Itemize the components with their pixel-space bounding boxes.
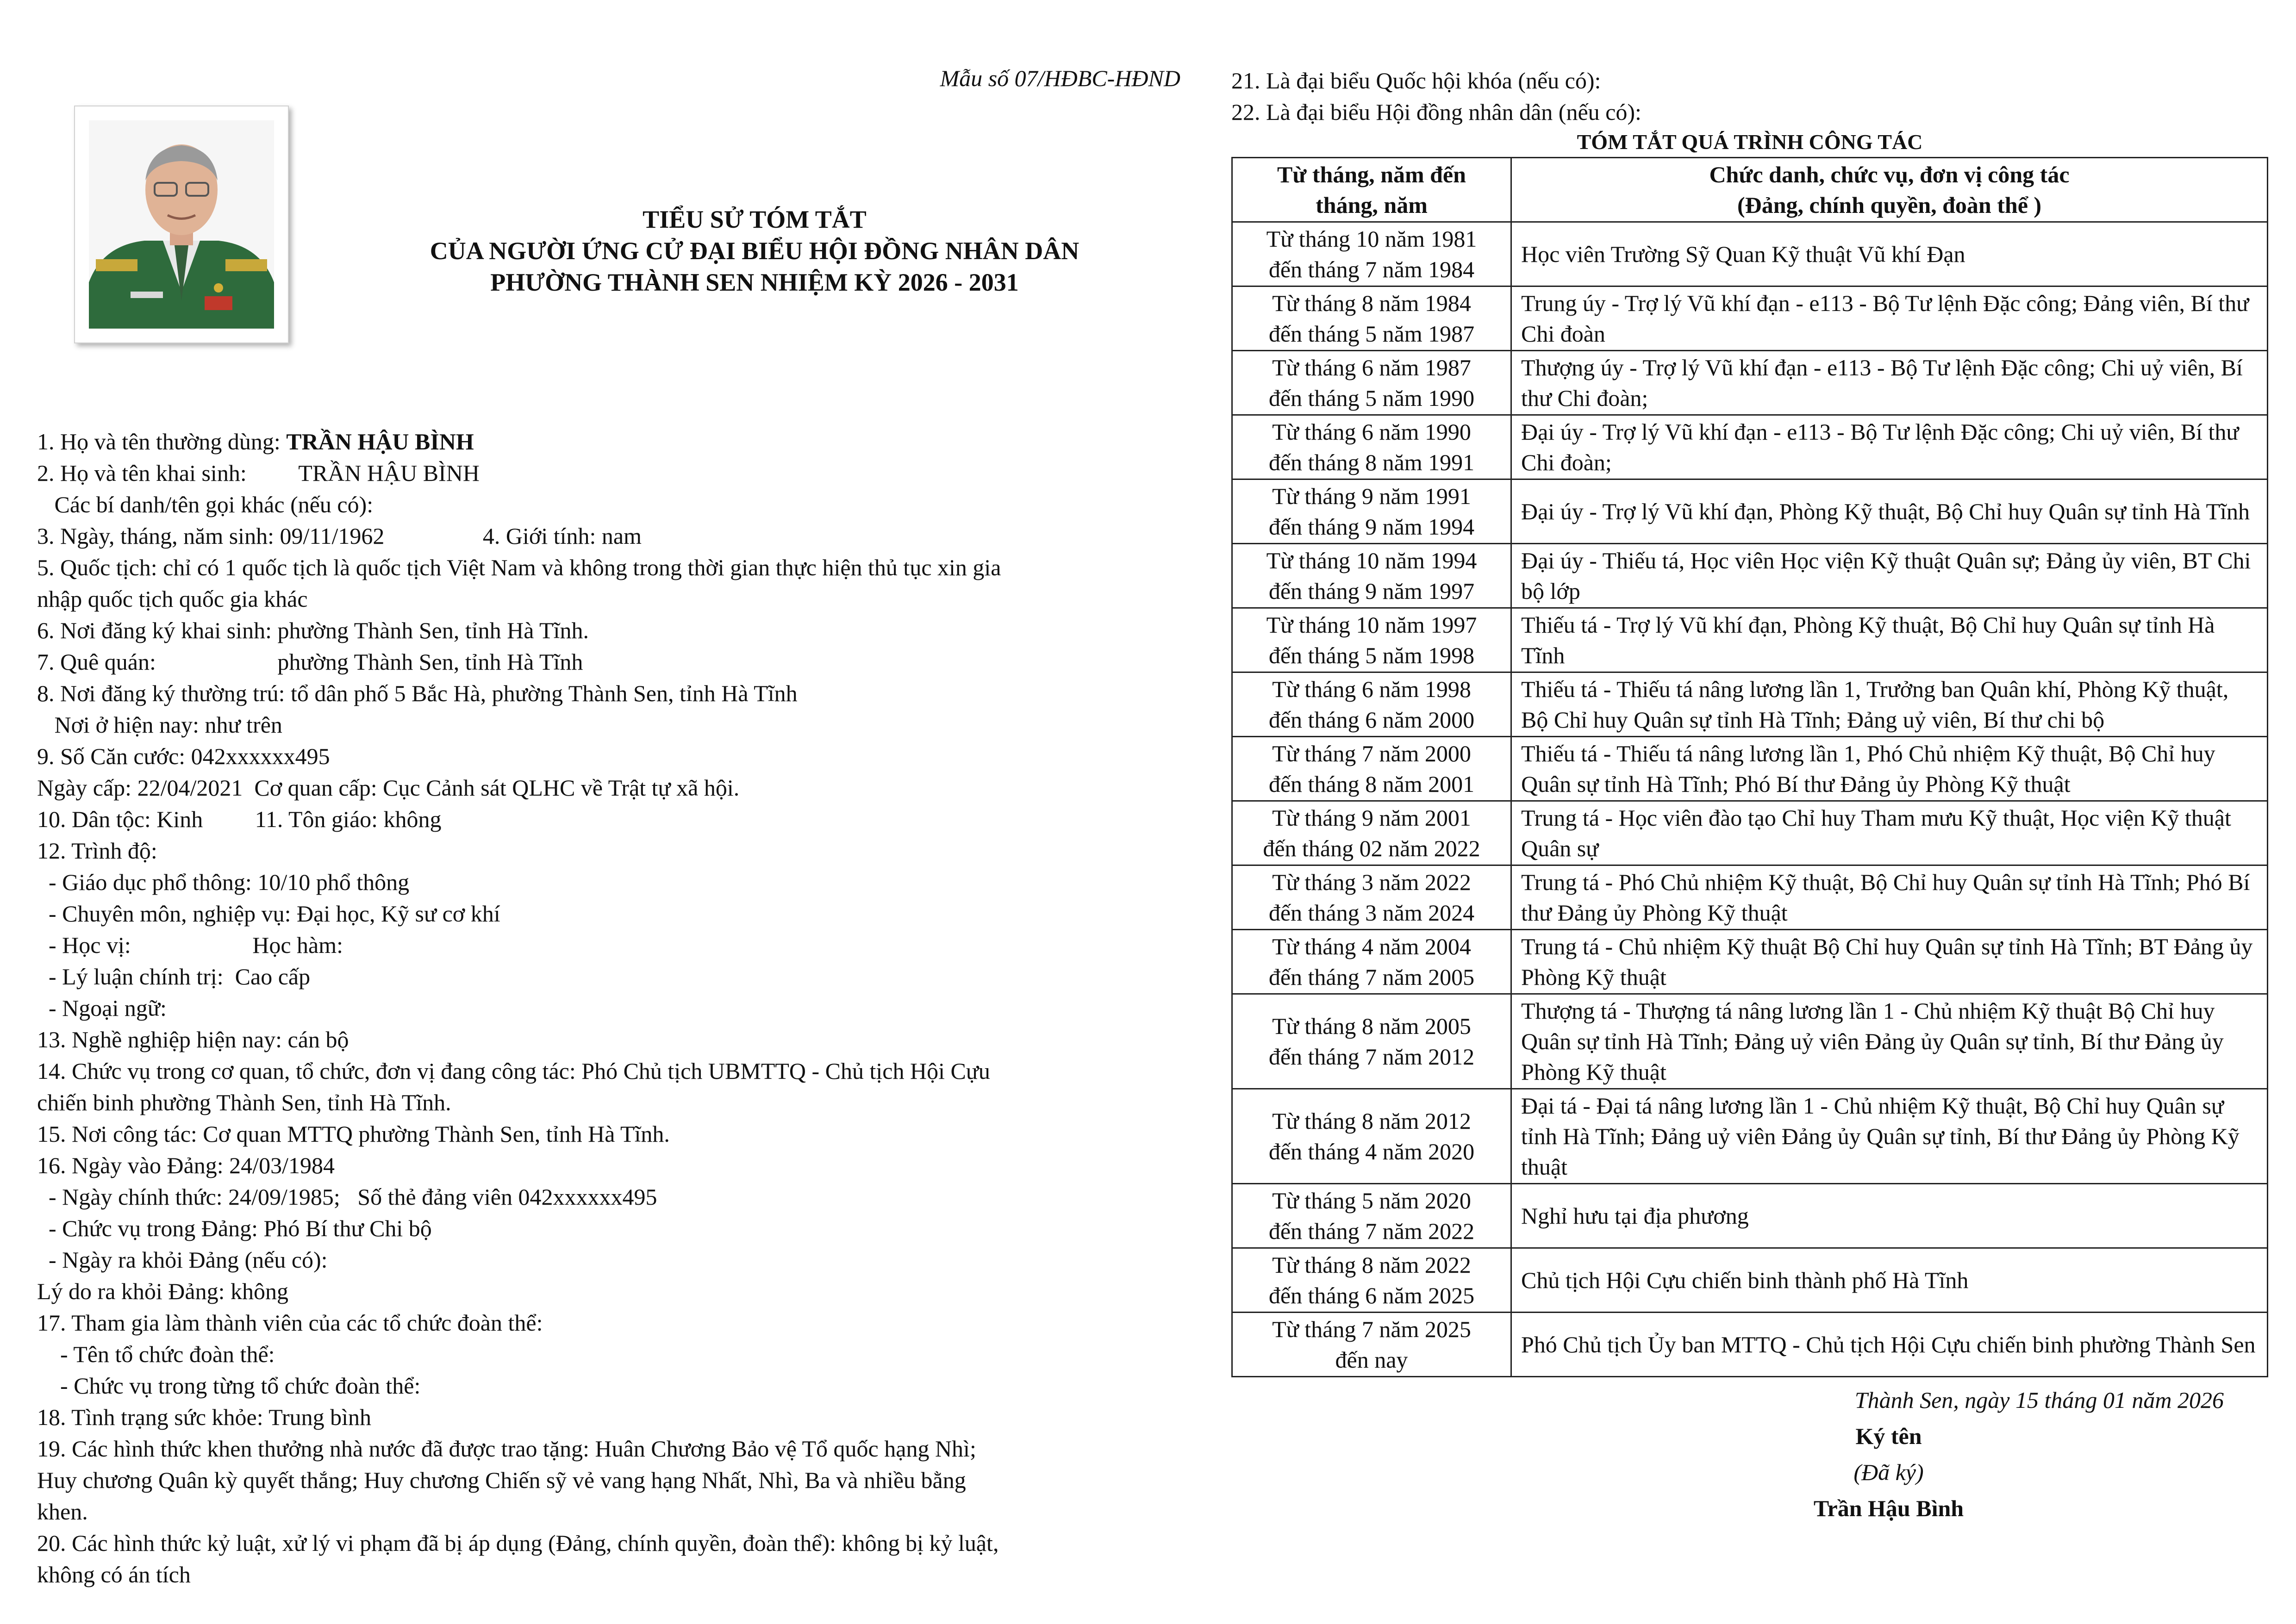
bio-line: - Chức vụ trong từng tổ chức đoàn thể: (37, 1373, 421, 1399)
signed-note: (Đã ký) (1853, 1459, 1924, 1485)
bio-line: 16. Ngày vào Đảng: 24/03/1984 (37, 1152, 335, 1178)
period-cell: Từ tháng 8 năm 2022 đến tháng 6 năm 2025 (1232, 1248, 1511, 1313)
delegate-national-assembly: 21. Là đại biểu Quốc hội khóa (nếu có): (1231, 68, 1601, 93)
table-row (1232, 1248, 2268, 1313)
bio-line: Nơi ở hiện nay: như trên (37, 712, 282, 738)
bio-line: 9. Số Căn cước: 042xxxxxx495 (37, 743, 330, 769)
period-cell: Từ tháng 10 năm 1981 đến tháng 7 năm 1984 (1232, 222, 1511, 286)
table-row (1232, 415, 2268, 479)
table-row (1232, 737, 2268, 801)
table-row (1232, 351, 2268, 415)
period-cell: Từ tháng 8 năm 1984 đến tháng 5 năm 1987 (1232, 286, 1511, 351)
bio-line: - Ngày ra khỏi Đảng (nếu có): (37, 1247, 328, 1273)
bio-line: 17. Tham gia làm thành viên của các tổ chức đoàn thể: (37, 1310, 543, 1336)
period-cell: Từ tháng 6 năm 1990 đến tháng 8 năm 1991 (1232, 415, 1511, 479)
table-row (1232, 801, 2268, 865)
position-cell: Đại úy - Trợ lý Vũ khí đạn - e113 - Bộ Tư lệnh Đặc công; Chi uỷ viên, Bí thư Chi đoàn; (1511, 415, 2268, 479)
bio-line: Ngày cấp: 22/04/2021 Cơ quan cấp: Cục Cảnh sát QLHC về Trật tự xã hội. (37, 775, 740, 801)
bio-line: 12. Trình độ: (37, 838, 157, 864)
bio-line: 18. Tình trạng sức khỏe: Trung bình (37, 1404, 372, 1430)
position-cell: Chủ tịch Hội Cựu chiến binh thành phố Hà Tĩnh (1511, 1248, 2268, 1313)
position-cell: Nghỉ hưu tại địa phương (1511, 1184, 2268, 1248)
document-title (361, 204, 1148, 298)
position-column-header: Chức danh, chức vụ, đơn vị công tác (Đảng, chính quyền, đoàn thể ) (1511, 158, 2268, 222)
position-cell: Phó Chủ tịch Ủy ban MTTQ - Chủ tịch Hội Cựu chiến binh phường Thành Sen (1511, 1313, 2268, 1377)
period-cell: Từ tháng 3 năm 2022 đến tháng 3 năm 2024 (1232, 865, 1511, 930)
table-header-row (1232, 158, 2268, 222)
work-history-title: TÓM TẮT QUÁ TRÌNH CÔNG TÁC (1577, 130, 1923, 154)
table-row (1232, 1089, 2268, 1184)
table-row (1232, 222, 2268, 286)
position-cell: Đại úy - Trợ lý Vũ khí đạn, Phòng Kỹ thuật, Bộ Chỉ huy Quân sự tỉnh Hà Tĩnh (1511, 479, 2268, 544)
table-row (1232, 672, 2268, 737)
bio-line: 15. Nơi công tác: Cơ quan MTTQ phường Thành Sen, tỉnh Hà Tĩnh. (37, 1121, 670, 1147)
bio-line: khen. (37, 1499, 88, 1524)
bio-line: 10. Dân tộc: Kinh 11. Tôn giáo: không (37, 806, 442, 832)
bio-line: Lý do ra khỏi Đảng: không (37, 1278, 288, 1304)
period-cell: Từ tháng 9 năm 1991 đến tháng 9 năm 1994 (1232, 479, 1511, 544)
full-name-label: 1. Họ và tên thường dùng: (37, 429, 287, 454)
bio-line: nhập quốc tịch quốc gia khác (37, 586, 308, 612)
period-cell: Từ tháng 9 năm 2001 đến tháng 02 năm 2022 (1232, 801, 1511, 865)
table-row (1232, 1184, 2268, 1248)
position-cell: Thượng úy - Trợ lý Vũ khí đạn - e113 - Bộ Tư lệnh Đặc công; Chi uỷ viên, Bí thư Chi đoàn; (1511, 351, 2268, 415)
delegate-peoples-council: 22. Là đại biểu Hội đồng nhân dân (nếu có): (1231, 99, 1641, 125)
position-cell: Đại úy - Thiếu tá, Học viên Học viện Kỹ thuật Quân sự; Đảng ủy viên, BT Chi bộ lớp (1511, 544, 2268, 608)
position-cell: Trung tá - Chủ nhiệm Kỹ thuật Bộ Chỉ huy Quân sự tỉnh Hà Tĩnh; BT Đảng ủy Phòng Kỹ thuật (1511, 930, 2268, 994)
bio-line: 2. Họ và tên khai sinh: TRẦN HẬU BÌNH (37, 460, 480, 486)
signer-name: Trần Hậu Bình (1813, 1495, 1964, 1521)
position-cell: Thiếu tá - Trợ lý Vũ khí đạn, Phòng Kỹ thuật, Bộ Chỉ huy Quân sự tỉnh Hà Tĩnh (1511, 608, 2268, 672)
bio-section (37, 426, 1148, 1590)
bio-line: 13. Nghề nghiệp hiện nay: cán bộ (37, 1027, 349, 1052)
bio-line: 14. Chức vụ trong cơ quan, tổ chức, đơn vị đang công tác: Phó Chủ tịch UBMTTQ - Chủ tịch Hội Cựu (37, 1058, 990, 1084)
table-row (1232, 286, 2268, 351)
position-cell: Trung tá - Phó Chủ nhiệm Kỹ thuật, Bộ Chỉ huy Quân sự tỉnh Hà Tĩnh; Phó Bí thư Đảng ủy Phòng Kỹ thuật (1511, 865, 2268, 930)
bio-line-full-name (37, 426, 1148, 457)
position-cell: Học viên Trường Sỹ Quan Kỹ thuật Vũ khí Đạn (1511, 222, 2268, 286)
period-cell: Từ tháng 8 năm 2012 đến tháng 4 năm 2020 (1232, 1089, 1511, 1184)
table-row (1232, 479, 2268, 544)
period-cell: Từ tháng 10 năm 1994 đến tháng 9 năm 1997 (1232, 544, 1511, 608)
signature-label: Ký tên (1855, 1423, 1922, 1449)
title-line-3: PHƯỜNG THÀNH SEN NHIỆM KỲ 2026 - 2031 (490, 268, 1019, 296)
period-cell: Từ tháng 10 năm 1997 đến tháng 5 năm 1998 (1232, 608, 1511, 672)
period-cell: Từ tháng 4 năm 2004 đến tháng 7 năm 2005 (1232, 930, 1511, 994)
bio-line: 7. Quê quán: phường Thành Sen, tỉnh Hà Tĩnh (37, 649, 583, 675)
bio-line: - Học vị: Học hàm: (37, 932, 343, 958)
period-cell: Từ tháng 6 năm 1987 đến tháng 5 năm 1990 (1232, 351, 1511, 415)
place-date: Thành Sen, ngày 15 tháng 01 năm 2026 (1854, 1387, 2224, 1413)
title-line-2: CỦA NGƯỜI ỨNG CỬ ĐẠI BIỂU HỘI ĐỒNG NHÂN DÂN (430, 237, 1079, 265)
bio-line: - Giáo dục phổ thông: 10/10 phổ thông (37, 869, 410, 895)
period-cell: Từ tháng 5 năm 2020 đến tháng 7 năm 2022 (1232, 1184, 1511, 1248)
bio-line: 3. Ngày, tháng, năm sinh: 09/11/1962 4. Giới tính: nam (37, 523, 642, 549)
signature-block (1231, 1382, 2268, 1526)
bio-line: - Chuyên môn, nghiệp vụ: Đại học, Kỹ sư cơ khí (37, 901, 500, 927)
bio-line: 20. Các hình thức kỷ luật, xử lý vi phạm đã bị áp dụng (Đảng, chính quyền, đoàn thể): không bị kỷ luật, (37, 1530, 999, 1556)
bio-line: - Lý luận chính trị: Cao cấp (37, 964, 311, 989)
period-cell: Từ tháng 8 năm 2005 đến tháng 7 năm 2012 (1232, 994, 1511, 1089)
position-cell: Thiếu tá - Thiếu tá nâng lương lần 1, Trưởng ban Quân khí, Phòng Kỹ thuật, Bộ Chỉ huy Quân sự tỉnh Hà Tĩnh; Đảng uỷ viên, Bí thư chi bộ (1511, 672, 2268, 737)
bio-line: 19. Các hình thức khen thưởng nhà nước đã được trao tặng: Huân Chương Bảo vệ Tổ quốc hạng Nhì; (37, 1436, 976, 1462)
bio-line: - Tên tổ chức đoàn thể: (37, 1341, 275, 1367)
table-row (1232, 994, 2268, 1089)
work-history-table (1231, 157, 2268, 1377)
period-column-header: Từ tháng, năm đến tháng, năm (1232, 158, 1511, 222)
period-cell: Từ tháng 7 năm 2000 đến tháng 8 năm 2001 (1232, 737, 1511, 801)
work-history-body (1232, 222, 2268, 1377)
period-cell: Từ tháng 7 năm 2025 đến nay (1232, 1313, 1511, 1377)
bio-line: Huy chương Quân kỳ quyết thắng; Huy chương Chiến sỹ vẻ vang hạng Nhất, Nhì, Ba và nhiều bằng (37, 1467, 966, 1493)
table-row (1232, 1313, 2268, 1377)
bio-line: Các bí danh/tên gọi khác (nếu có): (37, 492, 374, 517)
title-line-1: TIỂU SỬ TÓM TẮT (643, 205, 867, 233)
table-row (1232, 544, 2268, 608)
bio-line: chiến binh phường Thành Sen, tỉnh Hà Tĩnh. (37, 1089, 451, 1115)
right-column (1231, 65, 2268, 1526)
bio-line: - Ngoại ngữ: (37, 995, 167, 1021)
position-cell: Thượng tá - Thượng tá nâng lương lần 1 - Chủ nhiệm Kỹ thuật Bộ Chỉ huy Quân sự tỉnh Hà Tĩnh; Đảng uỷ viên Đảng ủy Quân sự tỉnh, Bí thư Đảng ủy Phòng Kỹ thuật (1511, 994, 2268, 1089)
full-name-value: TRẦN HẬU BÌNH (286, 429, 474, 454)
table-row (1232, 865, 2268, 930)
period-cell: Từ tháng 6 năm 1998 đến tháng 6 năm 2000 (1232, 672, 1511, 737)
form-number: Mẫu số 07/HĐBC-HĐND (940, 65, 1180, 91)
position-cell: Thiếu tá - Thiếu tá nâng lương lần 1, Phó Chủ nhiệm Kỹ thuật, Bộ Chỉ huy Quân sự tỉnh Hà Tĩnh; Phó Bí thư Đảng ủy Phòng Kỹ thuật (1511, 737, 2268, 801)
position-cell: Trung úy - Trợ lý Vũ khí đạn - e113 - Bộ Tư lệnh Đặc công; Đảng viên, Bí thư Chi đoàn (1511, 286, 2268, 351)
bio-line: 8. Nơi đăng ký thường trú: tổ dân phố 5 Bắc Hà, phường Thành Sen, tỉnh Hà Tĩnh (37, 680, 798, 706)
bio-line: không có án tích (37, 1562, 191, 1587)
portrait-photo (74, 106, 289, 343)
position-cell: Trung tá - Học viên đào tạo Chỉ huy Tham mưu Kỹ thuật, Học viện Kỹ thuật Quân sự (1511, 801, 2268, 865)
table-row (1232, 608, 2268, 672)
table-row (1232, 930, 2268, 994)
bio-line: - Ngày chính thức: 24/09/1985; Số thẻ đảng viên 042xxxxxx495 (37, 1184, 657, 1210)
bio-line: - Chức vụ trong Đảng: Phó Bí thư Chi bộ (37, 1215, 432, 1241)
bio-line: 6. Nơi đăng ký khai sinh: phường Thành Sen, tỉnh Hà Tĩnh. (37, 617, 589, 643)
position-cell: Đại tá - Đại tá nâng lương lần 1 - Chủ nhiệm Kỹ thuật, Bộ Chỉ huy Quân sự tỉnh Hà Tĩnh; Đảng uỷ viên Đảng ủy Quân sự tỉnh, Bí thư Đảng ủy Phòng Kỹ thuật (1511, 1089, 2268, 1184)
bio-line: 5. Quốc tịch: chỉ có 1 quốc tịch là quốc tịch Việt Nam và không trong thời gian thực hiện thủ tục xin gia (37, 554, 1001, 580)
